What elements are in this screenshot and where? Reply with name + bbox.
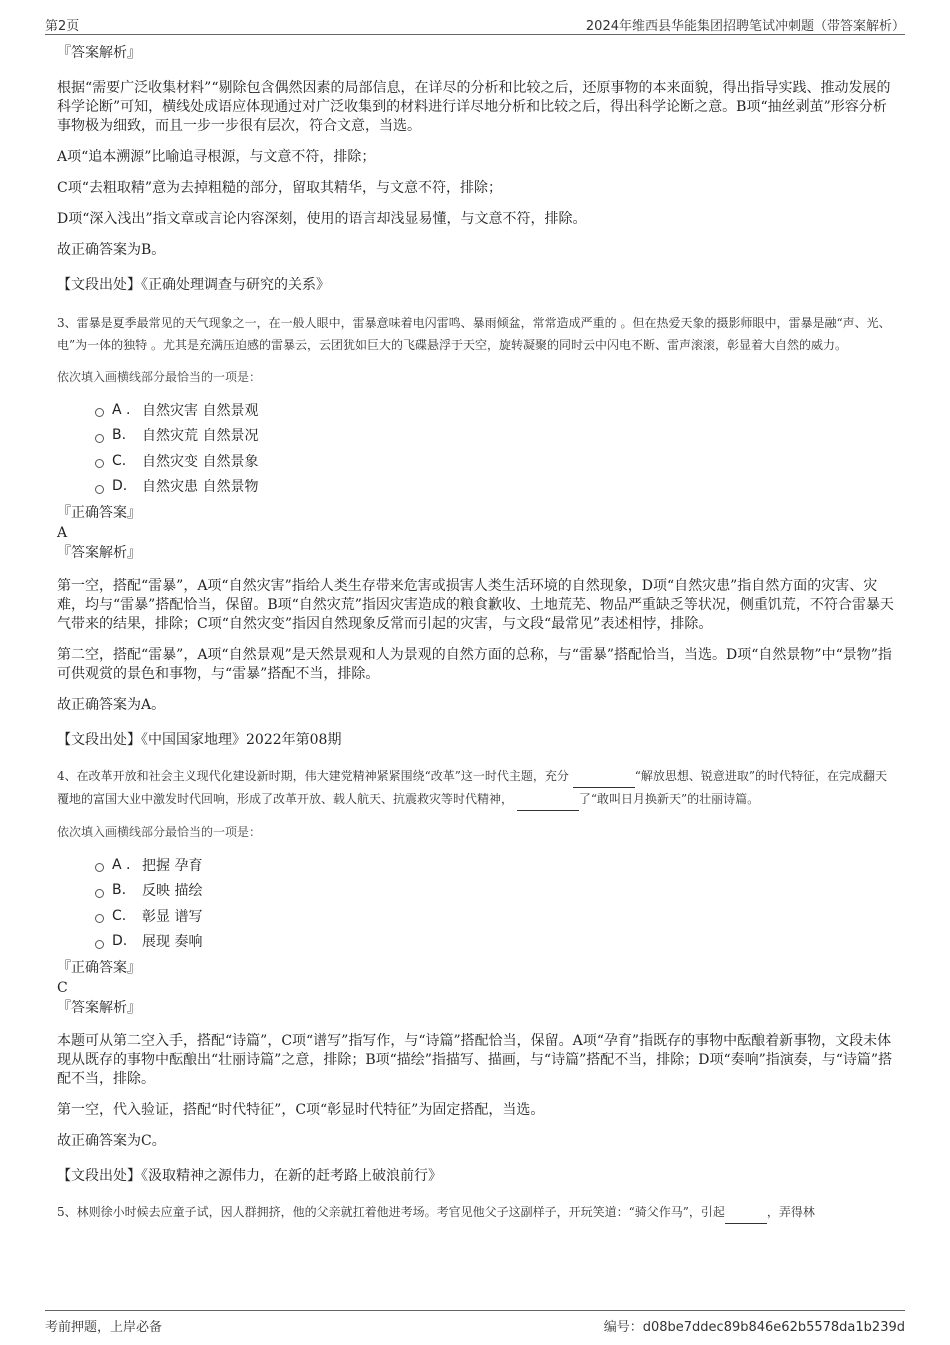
question-text: 4、在改革开放和社会主义现代化建设新时期，伟大建党精神紧紧围绕“改革”这一时代主题，充分 “解放思想、锐意进取”的时代特征，在完成翻天覆地的富国大业中激发时代回响，形成了改革开放、载人航天、抗震救灾等时代精神， 了“敢叫日月换新天”的壮丽诗篇。	[57, 765, 895, 811]
analysis-paragraph: D项“深入浅出”指文章或言论内容深刻，使用的语言却浅显易懂，与文意不符，排除。	[57, 211, 587, 227]
document-title: 2024年维西县华能集团招聘笔试冲刺题（带答案解析）	[585, 19, 905, 34]
footer-slogan: 考前押题，上岸必备	[45, 1320, 163, 1335]
source-citation: 【文段出处】《中国国家地理》2022年第08期	[57, 732, 342, 748]
question-text: 3、雷暴是夏季最常见的天气现象之一，在一般人眼中，雷暴意味着电闪雷鸣、暴雨倾盆，常常造成严重的 。但在热爱天象的摄影师眼中，雷暴是融“声、光、电”为一体的独特 。尤其是充满压迫感的雷暴云，云团犹如巨大的飞碟悬浮于天空，旋转凝聚的同时云中闪电不断、雷声滚滚，彰显着大自然的威力。	[57, 316, 891, 352]
analysis-paragraph: 根据“需要广泛收集材料”“剔除包含偶然因素的局部信息，在详尽的分析和比较之后，还原事物的本来面貌，得出指导实践、推动发展的科学论断”可知，横线处成语应体现通过对广泛收集到的材料进行详尽地分析和比较之后，得出科学论断之意。B项“抽丝剥茧”形容分析事物极为细致，而且一步一步很有层次，符合文意，当选。	[57, 80, 891, 134]
option-b[interactable]: B. 自然灾荒 自然景况	[95, 423, 895, 449]
analysis-tag: 『答案解析』	[57, 45, 141, 61]
source-citation: 【文段出处】《汲取精神之源伟力，在新的赶考路上破浪前行》	[57, 1168, 442, 1184]
analysis-paragraph: 第一空，代入验证，搭配“时代特征”，C项“彰显时代特征”为固定搭配，当选。	[57, 1102, 545, 1118]
option-c[interactable]: C. 彰显 谱写	[95, 903, 895, 929]
option-list	[95, 397, 895, 499]
page-header	[45, 12, 905, 35]
answer-blank	[573, 765, 635, 788]
analysis-paragraph: 第二空，搭配“雷暴”，A项“自然景观”是天然景观和人为景观的自然方面的总称，与“雷暴”搭配恰当，当选。D项“自然景物”中“景物”指可供观赏的景色和事物，与“雷暴”搭配不当，排除。	[57, 647, 892, 682]
answer-statement: 故正确答案为C。	[57, 1133, 166, 1149]
analysis-paragraph: 本题可从第二空入手，搭配“诗篇”，C项“谱写”指写作，与“诗篇”搭配恰当，保留。A项“孕育”指既存的事物中酝酿着新事物，文段未体现从既存的事物中酝酿出“壮丽诗篇”之意，排除；B项“描绘”指描写、描画，与“诗篇”搭配不当，排除；D项“奏响”指演奏，与“诗篇”搭配不当，排除。	[57, 1033, 893, 1087]
correct-answer-tag: 『正确答案』	[57, 960, 141, 976]
radio-icon[interactable]	[95, 863, 104, 872]
document-code: 编号：d08be7ddec89b846e62b5578da1b239d	[603, 1320, 905, 1335]
document-body	[57, 43, 895, 1224]
answer-statement: 故正确答案为A。	[57, 697, 166, 713]
analysis-tag: 『答案解析』	[57, 545, 141, 561]
correct-answer-tag: 『正确答案』	[57, 505, 141, 521]
answer-statement: 故正确答案为B。	[57, 242, 166, 258]
answer-blank	[725, 1201, 767, 1224]
answer-blank	[517, 788, 579, 811]
correct-answer: C	[57, 980, 68, 996]
source-citation: 【文段出处】《正确处理调查与研究的关系》	[57, 277, 330, 293]
radio-icon[interactable]	[95, 485, 104, 494]
radio-icon[interactable]	[95, 940, 104, 949]
option-a[interactable]: A . 把握 孕育	[95, 852, 895, 878]
option-b[interactable]: B. 反映 描绘	[95, 878, 895, 904]
analysis-tag: 『答案解析』	[57, 1000, 141, 1016]
radio-icon[interactable]	[95, 434, 104, 443]
radio-icon[interactable]	[95, 914, 104, 923]
correct-answer: A	[57, 525, 68, 541]
option-a[interactable]: A . 自然灾害 自然景观	[95, 397, 895, 423]
option-c[interactable]: C. 自然灾变 自然景象	[95, 448, 895, 474]
radio-icon[interactable]	[95, 459, 104, 468]
option-list	[95, 852, 895, 954]
analysis-paragraph: C项“去粗取精”意为去掉粗糙的部分，留取其精华，与文意不符，排除；	[57, 180, 503, 196]
page-number: 第2页	[45, 19, 80, 34]
analysis-paragraph: 第一空，搭配“雷暴”，A项“自然灾害”指给人类生存带来危害或损害人类生活环境的自然现象，D项“自然灾患”指自然方面的灾害、灾难，均与“雷暴”搭配恰当，保留。B项“自然灾荒”指因灾害造成的粮食歉收、土地荒芜、物品严重缺乏等状况，侧重饥荒，不符合雷暴天气带来的结果，排除；C项“自然灾变”指因自然现象反常而引起的灾害，与文段“最常见”表述相悖，排除。	[57, 578, 894, 632]
option-d[interactable]: D. 自然灾患 自然景物	[95, 474, 895, 500]
analysis-paragraph: A项“追本溯源”比喻追寻根源，与文意不符，排除；	[57, 149, 376, 165]
page-footer	[45, 1310, 905, 1333]
radio-icon[interactable]	[95, 889, 104, 898]
question-prompt: 依次填入画横线部分最恰当的一项是：	[57, 370, 262, 384]
option-d[interactable]: D. 展现 奏响	[95, 929, 895, 955]
question-prompt: 依次填入画横线部分最恰当的一项是：	[57, 825, 262, 839]
radio-icon[interactable]	[95, 408, 104, 417]
question-text: 5、林则徐小时候去应童子试，因人群拥挤，他的父亲就扛着他进考场。考官见他父子这副样子，开玩笑道：“骑父作马”，引起 ，弄得林	[57, 1201, 895, 1224]
